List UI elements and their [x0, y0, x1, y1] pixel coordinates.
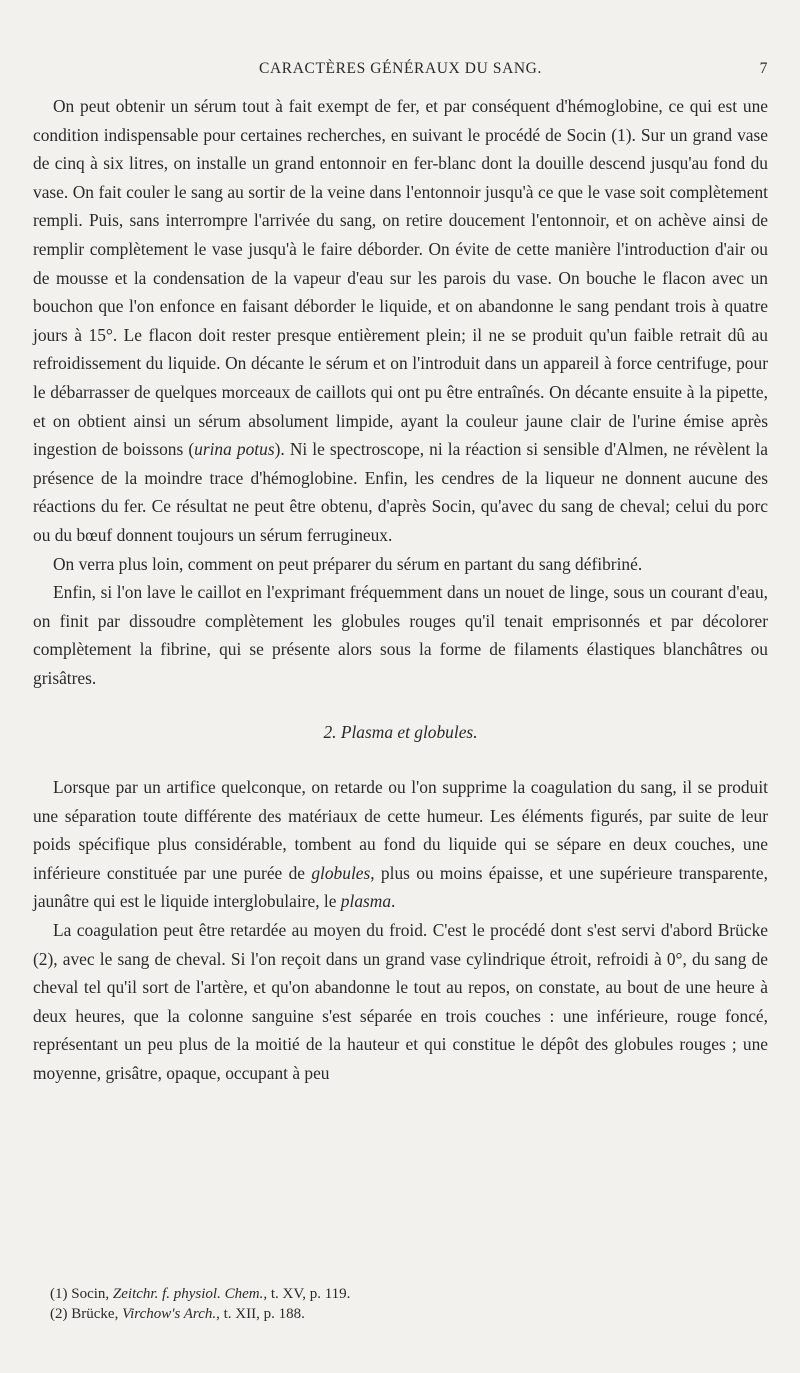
paragraph-defibrinated: On verra plus loin, comment on peut préparer du sérum en partant du sang défibriné. — [53, 553, 643, 574]
header-title: CARACTÈRES GÉNÉRAUX DU SANG. — [259, 60, 542, 77]
section-title: Plasma et globules. — [340, 722, 478, 743]
section-heading — [33, 718, 768, 747]
footnotes — [50, 1284, 750, 1324]
section-number: 2. — [323, 722, 337, 743]
running-header — [33, 60, 768, 82]
paragraph-serum-method: On peut obtenir un sérum tout à fait exempt de fer, et par conséquent d'hémoglobine, ce qui est une condition indispensable pour certaines recherches, en suivant le procédé de Socin (1). Sur un grand vase de cinq à six litres, on installe un grand entonnoir en fer-blanc dont la douille descend jusqu'au fond du vase. On fait couler le sang au sortir de la veine dans l'entonnoir jusqu'à ce que le vase soit complètement rempli. Puis, sans interrompre l'arrivée du sang, on retire doucement l'entonnoir, et on achève ainsi de remplir complètement le vase jusqu'à le faire déborder. On évite de cette manière l'introduction d'air ou de mousse et la condensation de la vapeur d'eau sur les parois du vase. On bouche le flacon avec un bouchon que l'on enfonce en faisant déborder le liquide, et on abandonne le sang pendant trois à quatre jours à 15°. Le flacon doit rester presque entièrement plein; il ne se produit qu'un faible retrait dû au refroidissement du liquide. On décante le sérum et on l'introduit dans un appareil à force centrifuge, pour le débarrasser de quelques morceaux de caillots qui ont pu être entraînés. On décante ensuite à la pipette, et on obtient ainsi un sérum absolument limpide, ayant la couleur jaune clair de l'urine émise après ingestion de boissons (urina potus). Ni le spectroscope, ni la réaction si sensible d'Almen, ne révèlent la présence de la moindre trace d'hémoglobine. Enfin, les cendres de la liqueur ne donnent aucune des réactions du fer. Ce résultat ne peut être obtenu, d'après Socin, qu'avec du sang de cheval; celui du porc ou du bœuf donnent toujours un sérum ferrugineux. — [33, 96, 768, 545]
italic-term: globules — [311, 862, 371, 883]
italic-term: plasma — [340, 891, 392, 912]
footnote-1: (1) Socin, Zeitchr. f. physiol. Chem., t. XV, p. 119. — [50, 1286, 351, 1302]
page-number: 7 — [759, 60, 768, 77]
footnote-2: (2) Brücke, Virchow's Arch., t. XII, p. 188. — [50, 1306, 305, 1322]
paragraph-clot-washing: Enfin, si l'on lave le caillot en l'exprimant fréquemment dans un nouet de linge, sous un courant d'eau, on finit par dissoudre complètement les globules rouges qu'il tenait emprisonnés et par décolorer complètement la fibrine, qui se présente alors sous la forme de filaments élastiques blanchâtres ou grisâtres. — [33, 582, 768, 688]
italic-term: urina potus — [194, 439, 275, 460]
page-body — [33, 92, 768, 1088]
paragraph-plasma-globules: Lorsque par un artifice quelconque, on retarde ou l'on supprime la coagulation du sang, il se produit une séparation toute différente des matériaux de cette humeur. Les éléments figurés, par suite de leur poids spécifique plus considérable, tombent au fond du liquide qui se sépare en deux couches, une inférieure constituée par une purée de globules, plus ou moins épaisse, et une supérieure transparente, jaunâtre qui est le liquide interglobulaire, le plasma. — [33, 777, 768, 912]
paragraph-cold-coagulation: La coagulation peut être retardée au moyen du froid. C'est le procédé dont s'est servi d'abord Brücke (2), avec le sang de cheval. Si l'on reçoit dans un grand vase cylindrique étroit, refroidi à 0°, du sang de cheval tel qu'il sort de l'artère, et qu'on abandonne le tout au repos, on constate, au bout de une heure à deux heures, que la colonne sanguine s'est séparée en trois couches : une inférieure, rouge foncé, représentant un peu plus de la moitié de la hauteur et qui constitue le dépôt des globules rouges ; une moyenne, grisâtre, opaque, occupant à peu — [33, 920, 768, 1083]
